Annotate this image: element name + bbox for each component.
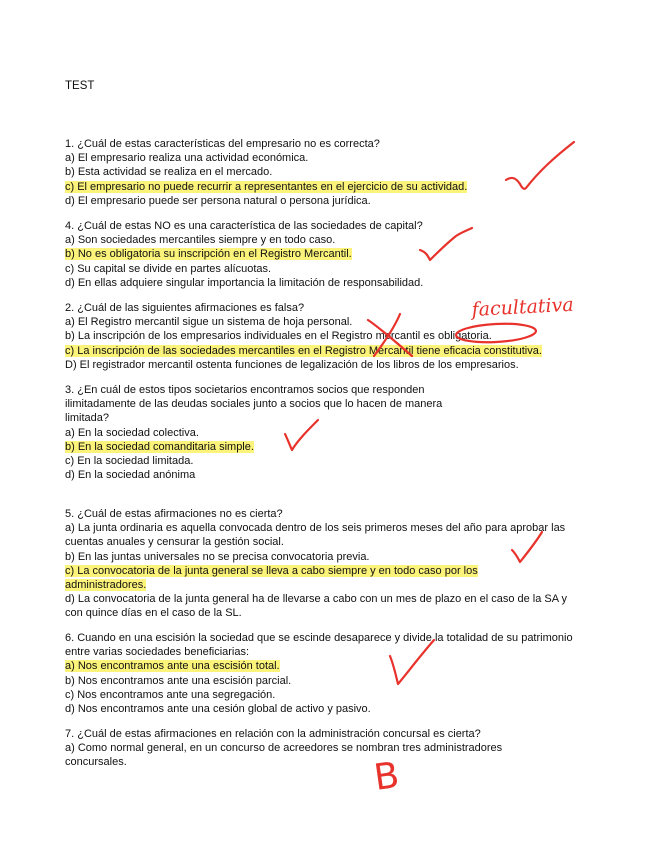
option-a: a) Como normal general, en un concurso de acreedores se nombran tres administradores concursales. xyxy=(65,742,503,769)
option-a: a) Son sociedades mercantiles siempre y en todo caso. xyxy=(65,234,336,247)
option-d: d) El empresario puede ser persona natural o persona jurídica. xyxy=(65,194,371,207)
option-a: a) El empresario realiza una actividad económica. xyxy=(65,152,309,165)
option-a xyxy=(65,659,580,673)
question-stem: 4. ¿Cuál de estas NO es una característica de las sociedades de capital? xyxy=(65,220,423,232)
option-c xyxy=(65,180,585,194)
option-b: b) Nos encontramos ante una escisión parcial. xyxy=(65,674,292,687)
question-4 xyxy=(65,219,585,290)
option-d: d) La convocatoria de la junta general ha de llevarse a cabo con un mes de plazo en el caso de la SA y con quince días en el caso de la SL. xyxy=(65,593,568,620)
highlighted-answer: c) La convocatoria de la junta general se lleva a cabo siempre y en todo caso por los administradores. xyxy=(65,564,478,592)
option-b: b) En las juntas universales no se precisa convocatoria previa. xyxy=(65,550,370,563)
option-c: c) En la sociedad limitada. xyxy=(65,455,194,468)
option-c xyxy=(65,564,510,592)
highlighted-answer: a) Nos encontramos ante una escisión total. xyxy=(65,660,280,673)
question-3 xyxy=(65,383,485,482)
option-a: a) El Registro mercantil sigue un sistema de hoja personal. xyxy=(65,316,353,329)
question-5 xyxy=(65,507,583,621)
option-a: a) En la sociedad colectiva. xyxy=(65,426,199,439)
highlighted-answer: c) El empresario no puede recurrir a representantes en el ejercicio de su actividad. xyxy=(65,180,468,193)
page-title: TEST xyxy=(65,80,95,92)
handwritten-letter: B xyxy=(371,754,402,799)
option-d: d) En ellas adquiere singular importancia la limitación de responsabilidad. xyxy=(65,276,424,289)
question-2 xyxy=(65,301,585,372)
question-stem: 3. ¿En cuál de estos tipos societarios encontramos socios que responden ilimitadamente de las deudas sociales junto a socios que lo hacen de manera limitada? xyxy=(65,384,443,425)
option-d: d) En la sociedad anónima xyxy=(65,469,196,482)
question-1 xyxy=(65,137,585,208)
option-b xyxy=(65,247,585,261)
option-b: b) Esta actividad se realiza en el mercado. xyxy=(65,166,273,179)
option-c: c) Nos encontramos ante una segregación. xyxy=(65,688,276,701)
highlighted-answer: c) La inscripción de las sociedades mercantiles en el Registro Mercantil tiene eficacia constitutiva. xyxy=(65,344,542,357)
option-b: b) La inscripción de los empresarios individuales en el Registro mercantil es obligatoria. xyxy=(65,330,492,343)
option-a: a) La junta ordinaria es aquella convocada dentro de los seis primeros meses del año para aprobar las cuentas anuales y censurar la gestión social. xyxy=(65,522,566,549)
option-d: d) Nos encontramos ante una cesión global de activo y pasivo. xyxy=(65,703,371,716)
option-d: D) El registrador mercantil ostenta funciones de legalización de los libros de los empresarios. xyxy=(65,358,519,371)
option-b xyxy=(65,440,485,454)
highlighted-answer: b) En la sociedad comanditaria simple. xyxy=(65,440,254,453)
question-7 xyxy=(65,727,535,770)
question-6 xyxy=(65,631,580,716)
question-stem: 1. ¿Cuál de estas características del empresario no es correcta? xyxy=(65,138,380,150)
question-stem: 5. ¿Cuál de estas afirmaciones no es cierta? xyxy=(65,508,283,520)
question-stem: 2. ¿Cuál de las siguientes afirmaciones es falsa? xyxy=(65,302,305,314)
option-c: c) Su capital se divide en partes alícuotas. xyxy=(65,262,272,275)
option-c xyxy=(65,344,585,358)
handwritten-word: facultativa xyxy=(471,293,575,321)
question-stem: 6. Cuando en una escisión la sociedad que se escinde desaparece y divide la totalidad de su patrimonio entre varias sociedades beneficiarias: xyxy=(65,632,573,659)
question-stem: 7. ¿Cuál de estas afirmaciones en relación con la administración concursal es cierta? xyxy=(65,728,481,740)
highlighted-answer: b) No es obligatoria su inscripción en el Registro Mercantil. xyxy=(65,248,352,261)
